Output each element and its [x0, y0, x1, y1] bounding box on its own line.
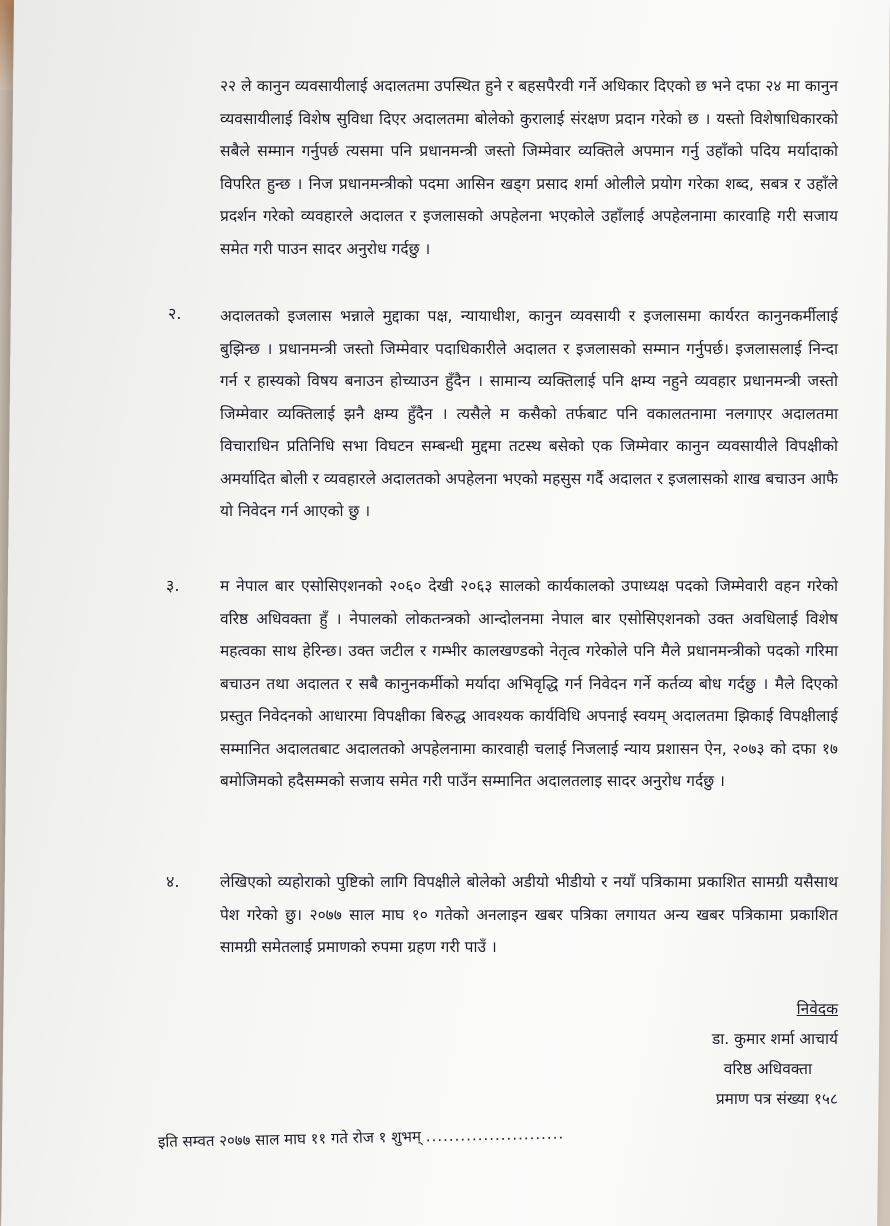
- item-number-2: २.: [168, 304, 182, 323]
- item-text-2: अदालतको इजलास भन्नाले मुद्दाका पक्ष, न्यायाधीश, कानुन व्यवसायी र इजलासमा कार्यरत कानुनकर्मीलाई बुझिन्छ । प्रधानमन्त्री जस्तो जिम्मेवार पदाधिकारीले अदालत र इजलासको सम्मान गर्नुपर्छ। इजलासलाई निन्दा गर्न र हास्यको विषय बनाउन होच्याउन हुँदैन । सामान्य व्यक्तिलाई पनि क्षम्य नहुने व्यवहार प्रधानमन्त्री जस्तो जिम्मेवार व्यक्तिलाई झनै क्षम्य हुँदैन । त्यसैले म कसैको तर्फबाट पनि वकालतनामा नलगाएर अदालतमा विचाराधिन प्रतिनिधि सभा विघटन सम्बन्धी मुद्दमा तटस्थ बसेको एक जिम्मेवार कानुन व्यवसायीले विपक्षीको अमर्यादित बोली र व्यवहारले अदालतको अपहेलना भएको महसुस गर्दै अदालत र इजलासको शाख बचाउन आफै यो निवेदन गर्न आएको छु ।: [220, 307, 838, 520]
- signature-title: निवेदक: [796, 1000, 838, 1018]
- date-text: इति सम्वत २०७७ साल माघ ११ गते रोज १ शुभम्: [157, 1127, 422, 1151]
- intro-paragraph: २२ ले कानुन व्यवसायीलाई अदालतमा उपस्थित हुने र बहसपैरवी गर्ने अधिकार दिएको छ भने दफा २४ मा कानुन व्यवसायीलाई विशेष सुविधा दिएर अदालतमा बोलेको कुरालाई संरक्षण प्रदान गरेको छ । यस्तो विशेषाधिकारको सबैले सम्मान गर्नुपर्छ त्यसमा पनि प्रधानमन्त्री जस्तो जिम्मेवार व्यक्तिले अपमान गर्नु उहाँको पदिय मर्यादाको विपरित हुन्छ । निज प्रधानमन्त्रीको पदमा आसिन खड्ग प्रसाद शर्मा ओलीले प्रयोग गरेका शब्द, सबत्र र उहाँले प्रदर्शन गरेको व्यवहारले अदालत र इजलासको अपहेलना भएकोले उहाँलाई अपहेलनामा कारवाहि गरी सजाय समेत गरी पाउन सादर अनुरोध गर्दछु ।: [220, 77, 838, 258]
- certificate-number: प्रमाण पत्र संख्या १५८: [715, 1090, 838, 1108]
- signature-designation: वरिष्ठ अधिवक्ता: [723, 1060, 812, 1078]
- date-line: [158, 1119, 565, 1156]
- signature-name: डा. कुमार शर्मा आचार्य: [711, 1030, 838, 1048]
- item-number-3: ३.: [166, 576, 180, 595]
- item-text-3: म नेपाल बार एसोसिएशनको २०६० देखी २०६३ सालको कार्यकालको उपाध्यक्ष पदको जिम्मेवारी वहन गरेको वरिष्ठ अधिवक्ता हुँ । नेपालको लोकतन्त्रको आन्दोलनमा नेपाल बार एसोसिएशनको उक्त अवधिलाई विशेष महत्वका साथ हेरिन्छ। उक्त जटील र गम्भीर कालखण्डको नेतृत्व गरेकोले पनि मैले प्रधानमन्त्रीको पदको गरिमा बचाउन तथा अदालत र सबै कानुनकर्मीको मर्यादा अभिवृद्धि गर्न निवेदन गर्ने कर्तव्य बोध गर्दछु । मैले दिएको प्रस्तुत निवेदनको आधारमा विपक्षीका बिरुद्ध आवश्यक कार्यविधि अपनाई स्वयम् अदालतमा झिकाई विपक्षीलाई सम्मानित अदालतबाट अदालतको अपहेलनामा कारवाही चलाई निजलाई न्याय प्रशासन ऐन, २०७३ को दफा १७ बमोजिमको हदैसम्मको सजाय समेत गरी पाउँन सम्मानित अदालतलाइ सादर अनुरोध गर्दछु ।: [220, 577, 838, 790]
- item-text-4: लेखिएको व्यहोराको पुष्टिको लागि विपक्षीले बोलेको अडीयो भीडीयो र नयाँ पत्रिकामा प्रकाशित सामग्री यसैसाथ पेश गरेको छु। २०७७ साल माघ १० गतेको अनलाइन खबर पत्रिका लगायत अन्य खबर पत्रिकामा प्रकाशित सामग्री समेतलाई प्रमाणको रुपमा ग्रहण गरी पाउँ ।: [220, 873, 838, 956]
- item-number-4: ४.: [166, 872, 180, 891]
- date-dots: ........................: [425, 1124, 565, 1146]
- signature-block: [712, 994, 838, 1114]
